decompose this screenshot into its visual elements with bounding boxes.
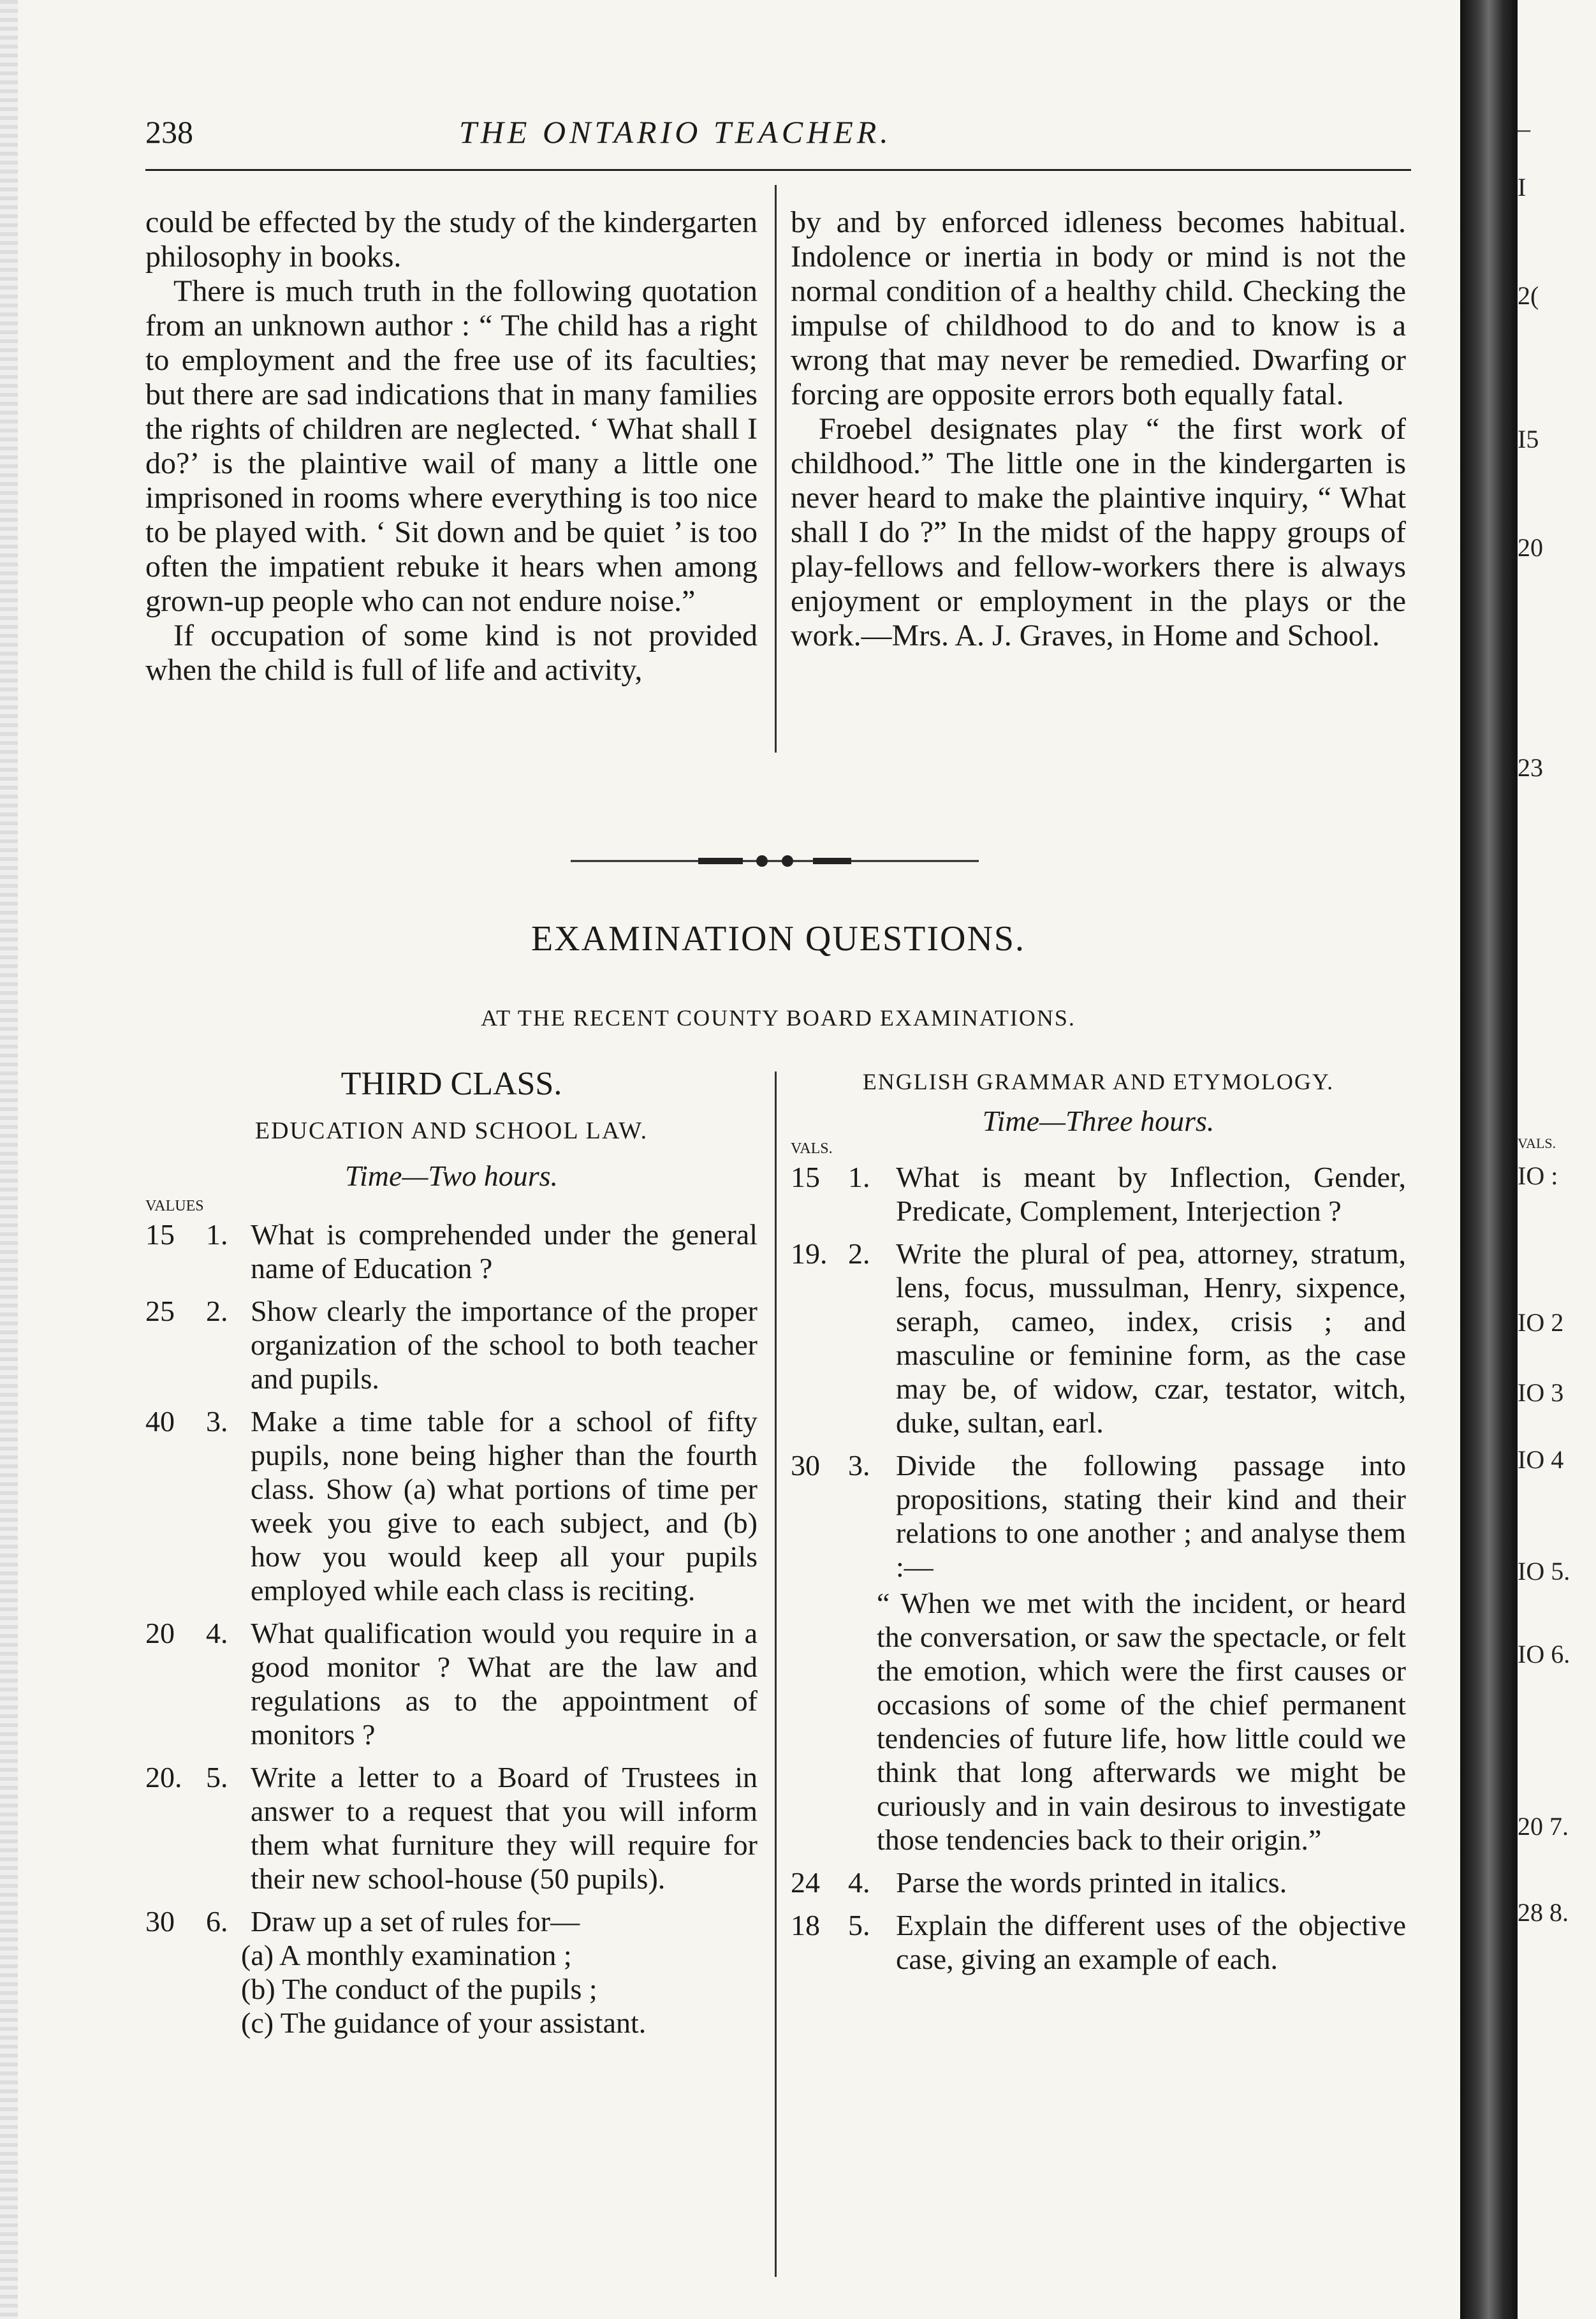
- question: [145, 1760, 758, 1896]
- exam-column-divider: [775, 1071, 777, 2277]
- sub-item: (c) The guidance of your assistant.: [241, 2006, 647, 2039]
- time-allowed: Time—Three hours.: [982, 1105, 1215, 1137]
- header-rule: [145, 169, 1411, 171]
- sub-item: (b) The conduct of the pupils ;: [241, 1973, 597, 2005]
- adjacent-page-text: –: [1518, 114, 1530, 143]
- question-value: 25: [145, 1295, 175, 1327]
- class-title: THIRD CLASS.: [340, 1066, 562, 1102]
- values-label: VALUES: [145, 1198, 204, 1214]
- question-text: Show clearly the importance of the proper organization of the school to both teacher and pupils.: [251, 1295, 758, 1395]
- adjacent-page-text: IO :: [1518, 1161, 1558, 1190]
- adjacent-page-text: 28 8.: [1518, 1898, 1569, 1927]
- binding-strip: [1460, 0, 1518, 2319]
- adjacent-page-text: IO 4: [1518, 1445, 1564, 1474]
- question: [791, 1448, 1406, 1584]
- question-value: 20.: [145, 1761, 182, 1793]
- question-value: 24: [791, 1866, 820, 1899]
- article-paragraph: If occupation of some kind is not provided when the child is full of life and activity,: [145, 619, 758, 687]
- running-title: THE ONTARIO TEACHER.: [459, 114, 892, 150]
- adjacent-page-text: 20 7.: [1518, 1812, 1569, 1841]
- adjacent-page-text: 20: [1518, 533, 1543, 562]
- article-right-column: [791, 205, 1406, 653]
- adjacent-page-text: IO 3: [1518, 1378, 1564, 1407]
- question: [145, 1904, 758, 1938]
- question-number: 4.: [206, 1617, 228, 1649]
- article-paragraph: could be effected by the study of the kindergarten philosophy in books.: [145, 205, 758, 274]
- question-number: 5.: [206, 1761, 228, 1793]
- question-number: 4.: [848, 1866, 870, 1899]
- question: [145, 1404, 758, 1607]
- time-allowed: Time—Two hours.: [344, 1160, 559, 1192]
- adjacent-page-text: IO 2: [1518, 1308, 1564, 1337]
- question: [791, 1237, 1406, 1439]
- question-value: 15: [145, 1218, 175, 1251]
- third-class-column: [145, 1065, 758, 2040]
- question-number: 6.: [206, 1905, 228, 1938]
- question-value: 18: [791, 1909, 820, 1941]
- left-page-edge: [0, 0, 18, 2319]
- question-value: 30: [145, 1905, 175, 1938]
- article-left-column: [145, 205, 758, 688]
- adjacent-page-text: 23: [1518, 753, 1543, 782]
- question: [791, 1908, 1406, 1976]
- question-text: What qualification would you require in a good monitor ? What are the law and regulations as to the appointment of monitors ?: [251, 1617, 758, 1751]
- adjacent-page-text: 2(: [1518, 281, 1539, 310]
- question-text: Draw up a set of rules for—: [251, 1905, 580, 1938]
- article-paragraph: Froebel designates play “ the first work of childhood.” The little one in the kindergarten is never heard to make the plaintive inquiry, “ What shall I do ?” In the midst of the happy groups of play-fellows and fellow-workers there is always enjoyment or employment in the plays or the work.—Mrs. A. J. Graves, in Home and School.: [791, 412, 1406, 652]
- article-paragraph: There is much truth in the following quotation from an unknown author : “ The child has a right to employment and the free use of its faculties; but there are sad indications that in many families the rights of children are neglected. ‘ What shall I do?’ is the plaintive wail of many a little one imprisoned in rooms where everything is too nice to be played with. ‘ Sit down and be quiet ’ is too often the impatient rebuke it hears when among grown-up people who can not endure noise.”: [145, 274, 758, 618]
- adjacent-page-text: IO 5.: [1518, 1557, 1570, 1586]
- question-number: 1.: [848, 1161, 870, 1193]
- adjacent-page-text: I: [1518, 173, 1526, 202]
- question-number: 5.: [848, 1909, 870, 1941]
- question: [791, 1160, 1406, 1228]
- adjacent-page-text: I5: [1518, 425, 1539, 453]
- exam-title: EXAMINATION QUESTIONS.: [531, 919, 1026, 959]
- question-text: Explain the different uses of the objective case, giving an example of each.: [896, 1909, 1406, 1975]
- question-value: 40: [145, 1405, 175, 1438]
- question-number: 2.: [848, 1237, 870, 1270]
- question-value: 19.: [791, 1237, 828, 1270]
- exam-subtitle: AT THE RECENT COUNTY BOARD EXAMINATIONS.: [481, 1005, 1076, 1031]
- question-value: 30: [791, 1449, 820, 1482]
- article-paragraph: by and by enforced idleness becomes habitual. Indolence or inertia in body or mind is not the normal condition of a healthy child. Checking the impulse of childhood to do and to know is a wrong that may never be remedied. Dwarfing or forcing are opposite errors both equally fatal.: [791, 205, 1406, 411]
- question-text: Write a letter to a Board of Trustees in answer to a request that you will inform them what furniture they will require for their new school-house (50 pupils).: [251, 1761, 758, 1895]
- question-text: Write the plural of pea, attorney, stratum, lens, focus, mussulman, Henry, sixpence, seraph, cameo, index, crisis ; and masculine or feminine form, as the case may be, of widow, czar, testator, witch, duke, sultan, earl.: [896, 1237, 1406, 1439]
- question: [145, 1294, 758, 1395]
- adjacent-page-text: IO 6.: [1518, 1640, 1570, 1668]
- adjacent-page-text: VALS.: [1518, 1135, 1556, 1151]
- quoted-passage: “ When we met with the incident, or heard the conversation, or saw the spectacle, or felt the emotion, which were the first causes or occasions of some of the chief permanent tendencies of future life, how little could we think that long afterwards we might be curiously and in vain desirous to investigate those tendencies back to their origin.”: [877, 1587, 1406, 1856]
- question-value: 15: [791, 1161, 820, 1193]
- sub-item: (a) A monthly examination ;: [241, 1939, 572, 1971]
- question: [145, 1616, 758, 1751]
- section-ornament: [571, 851, 979, 871]
- question-number: 2.: [206, 1295, 228, 1327]
- subject-heading: EDUCATION AND SCHOOL LAW.: [254, 1117, 648, 1144]
- question-number: 3.: [848, 1449, 870, 1482]
- question-text: What is comprehended under the general name of Education ?: [251, 1218, 758, 1285]
- question-text: Make a time table for a school of fifty pupils, none being higher than the fourth class. Show (a) what portions of time per week you give to each subject, and (b) how you would keep all your pupils employed while each class is reciting.: [251, 1405, 758, 1607]
- question-number: 3.: [206, 1405, 228, 1438]
- subject-heading: ENGLISH GRAMMAR AND ETYMOLOGY.: [862, 1069, 1335, 1094]
- question-value: 20: [145, 1617, 175, 1649]
- article-column-divider: [775, 185, 777, 753]
- values-label: VALS.: [791, 1140, 833, 1157]
- page-number: 238: [145, 114, 193, 150]
- question-text: What is meant by Inflection, Gender, Predicate, Complement, Interjection ?: [896, 1161, 1406, 1227]
- question: [791, 1866, 1406, 1899]
- grammar-column: [791, 1068, 1406, 1985]
- question-text: Parse the words printed in italics.: [896, 1866, 1287, 1899]
- question: [145, 1218, 758, 1285]
- question-number: 1.: [206, 1218, 228, 1251]
- question-text: Divide the following passage into propositions, stating their kind and their relations to one another ; and analyse them :—: [896, 1449, 1406, 1583]
